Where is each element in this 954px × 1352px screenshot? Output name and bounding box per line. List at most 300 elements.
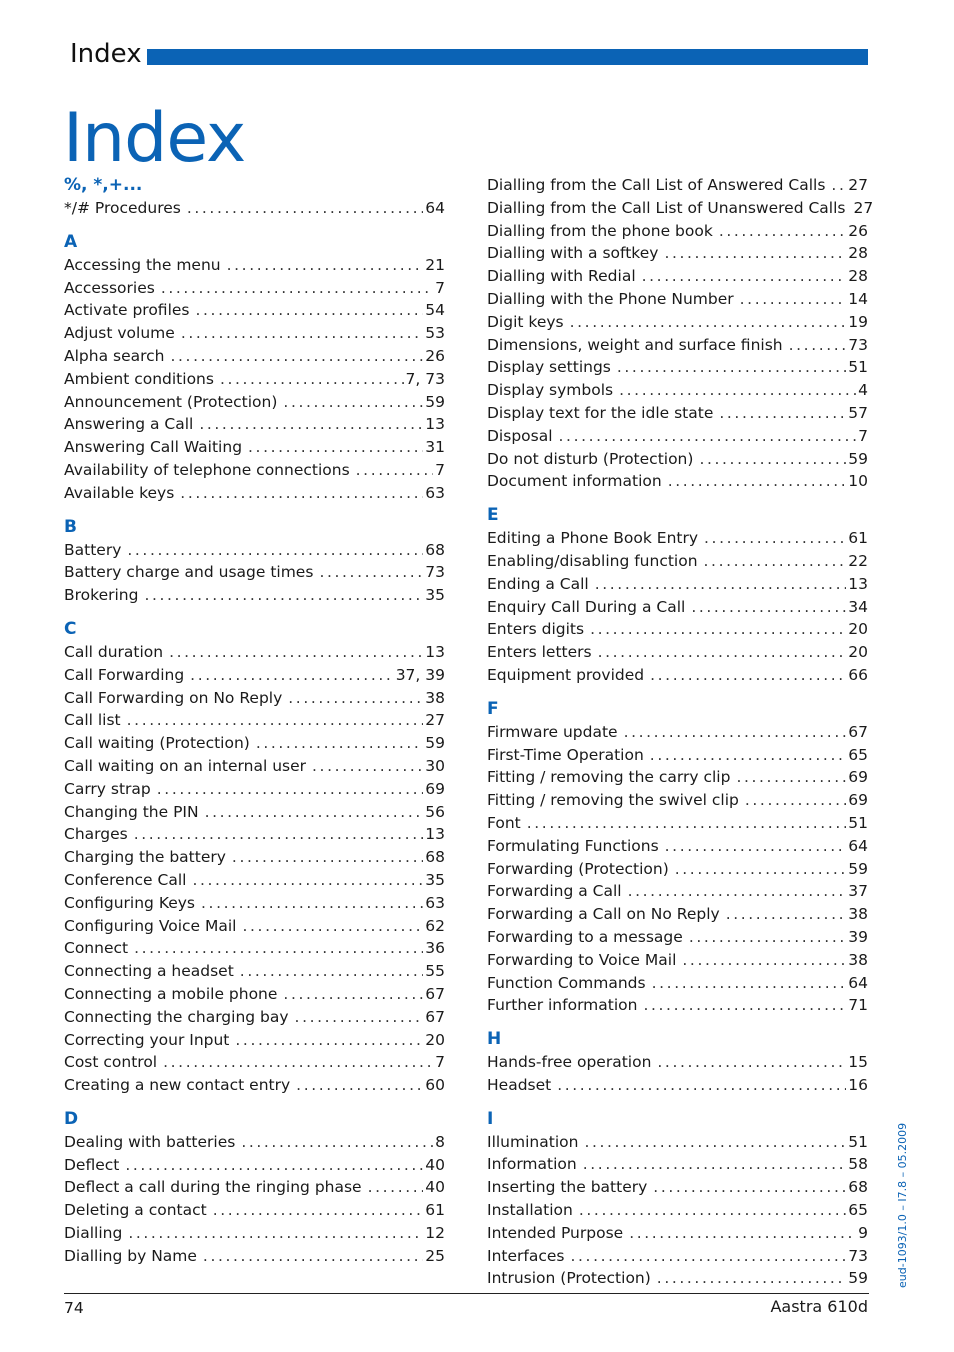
index-entry-term: Illumination bbox=[487, 1132, 579, 1151]
index-entry-page: 22 bbox=[848, 551, 868, 570]
index-entry-term: Configuring Keys bbox=[64, 893, 196, 912]
index-entry bbox=[487, 766, 868, 789]
index-entry-page: 7 bbox=[435, 460, 445, 479]
index-entry-term: Further information bbox=[487, 996, 638, 1015]
index-entry-term: Intrusion (Protection) bbox=[487, 1269, 651, 1288]
index-entry-term: Headset bbox=[487, 1075, 552, 1094]
index-entry-page: 73 bbox=[848, 1246, 868, 1265]
index-entry bbox=[487, 1153, 868, 1176]
section-spacer bbox=[64, 1097, 445, 1108]
index-entry-page: 7 bbox=[435, 1053, 445, 1072]
dot-leader bbox=[169, 641, 423, 664]
index-entry-term: Inserting the battery bbox=[487, 1178, 648, 1197]
index-entry-term: Forwarding a Call on No Reply bbox=[487, 905, 720, 924]
dot-leader bbox=[664, 242, 846, 265]
index-entry-term: Function Commands bbox=[487, 973, 646, 992]
index-entry bbox=[487, 174, 868, 197]
dot-leader bbox=[180, 482, 423, 505]
index-entry-page: 61 bbox=[425, 1201, 445, 1220]
index-entry bbox=[487, 379, 868, 402]
index-entry-page: 13 bbox=[425, 642, 445, 661]
dot-leader bbox=[570, 1245, 846, 1268]
index-entry-term: Connecting a mobile phone bbox=[64, 984, 278, 1003]
dot-leader bbox=[134, 823, 424, 846]
dot-leader bbox=[128, 1222, 423, 1245]
index-section-letter: B bbox=[64, 516, 77, 537]
index-entry-term: Battery bbox=[64, 540, 122, 559]
dot-leader bbox=[719, 402, 846, 425]
index-entry-term: Disposal bbox=[487, 426, 553, 445]
index-entry-term: Forwarding (Protection) bbox=[487, 859, 669, 878]
dot-leader bbox=[584, 1131, 846, 1154]
index-entry bbox=[64, 1222, 445, 1245]
index-entry-page: 51 bbox=[848, 358, 868, 377]
index-section-letter: F bbox=[487, 698, 499, 719]
index-entry-term: Font bbox=[487, 813, 521, 832]
dot-leader bbox=[242, 915, 423, 938]
index-entry-term: Display text for the idle state bbox=[487, 403, 714, 422]
index-entry bbox=[487, 949, 868, 972]
index-entry bbox=[487, 402, 868, 425]
dot-leader bbox=[559, 425, 857, 448]
index-entry bbox=[64, 459, 445, 482]
index-entry bbox=[64, 1074, 445, 1097]
dot-leader bbox=[617, 356, 846, 379]
index-entry-page: 71 bbox=[848, 996, 868, 1015]
index-entry bbox=[64, 584, 445, 607]
index-entry bbox=[64, 801, 445, 824]
index-entry-term: Creating a new contact entry bbox=[64, 1076, 291, 1095]
section-spacer bbox=[487, 493, 868, 504]
index-entry-page: 69 bbox=[425, 779, 445, 798]
index-entry-page: 26 bbox=[425, 346, 445, 365]
index-entry bbox=[64, 915, 445, 938]
index-entry bbox=[487, 197, 874, 220]
index-entry-page: 59 bbox=[425, 392, 445, 411]
index-entry bbox=[64, 1051, 445, 1074]
section-spacer bbox=[64, 505, 445, 516]
index-entry-term: Accessories bbox=[64, 278, 155, 297]
index-entry bbox=[64, 482, 445, 505]
index-entry-term: Interfaces bbox=[487, 1246, 565, 1265]
index-entry-term: Dialling with the Phone Number bbox=[487, 289, 734, 308]
index-entry-page: 13 bbox=[425, 825, 445, 844]
index-section-letter: %, *,+... bbox=[64, 175, 143, 195]
index-entry bbox=[64, 322, 445, 345]
index-entry-page: 62 bbox=[425, 916, 445, 935]
index-entry-term: Configuring Voice Mail bbox=[64, 916, 237, 935]
index-entry-page: 54 bbox=[425, 301, 445, 320]
index-entry-page: 35 bbox=[425, 586, 445, 605]
index-entry-page: 66 bbox=[848, 665, 868, 684]
index-section-letter: E bbox=[487, 505, 499, 526]
index-entry-term: Charges bbox=[64, 825, 128, 844]
index-entry-term: Adjust volume bbox=[64, 324, 175, 343]
index-entry bbox=[64, 391, 445, 414]
dot-leader bbox=[161, 277, 433, 300]
dot-leader bbox=[227, 254, 424, 277]
index-entry-page: 61 bbox=[848, 529, 868, 548]
index-entry-page: 13 bbox=[425, 415, 445, 434]
index-entry-page: 53 bbox=[425, 324, 445, 343]
index-entry-page: 38 bbox=[848, 905, 868, 924]
index-entry-page: 7 bbox=[858, 426, 868, 445]
index-entry-term: Ending a Call bbox=[487, 574, 589, 593]
dot-leader bbox=[745, 789, 846, 812]
dot-leader bbox=[368, 1176, 424, 1199]
index-entry-term: First-Time Operation bbox=[487, 745, 644, 764]
dot-leader bbox=[650, 744, 846, 767]
dot-leader bbox=[199, 413, 423, 436]
index-entry-page: 16 bbox=[848, 1075, 868, 1094]
index-entry-page: 8 bbox=[435, 1132, 445, 1151]
index-entry bbox=[487, 972, 868, 995]
index-entry-term: Call duration bbox=[64, 642, 164, 661]
dot-leader bbox=[704, 550, 847, 573]
dot-leader bbox=[650, 664, 846, 687]
index-entry-term: Formulating Functions bbox=[487, 836, 659, 855]
dot-leader bbox=[653, 1176, 846, 1199]
index-entry-term: Display symbols bbox=[487, 381, 614, 400]
dot-leader bbox=[595, 573, 847, 596]
dot-leader bbox=[726, 903, 847, 926]
index-entry-page: 51 bbox=[848, 813, 868, 832]
dot-leader bbox=[642, 265, 847, 288]
dot-leader bbox=[256, 732, 423, 755]
index-entry-page: 59 bbox=[848, 449, 868, 468]
index-entry-term: Dialling bbox=[64, 1224, 123, 1243]
index-entry-page: 13 bbox=[848, 574, 868, 593]
index-entry-page: 19 bbox=[848, 312, 868, 331]
dot-leader bbox=[201, 892, 423, 915]
index-entry bbox=[64, 937, 445, 960]
index-entry bbox=[64, 755, 445, 778]
index-section-letter: A bbox=[64, 231, 78, 252]
index-entry-page: 31 bbox=[425, 438, 445, 457]
index-entry bbox=[64, 436, 445, 459]
index-entry bbox=[487, 994, 868, 1017]
dot-leader bbox=[665, 835, 847, 858]
index-entry-term: */# Procedures bbox=[64, 199, 181, 217]
dot-leader bbox=[144, 584, 423, 607]
dot-leader bbox=[192, 869, 423, 892]
index-entry-page: 20 bbox=[848, 620, 868, 639]
index-entry bbox=[487, 880, 868, 903]
index-entry-page: 68 bbox=[425, 848, 445, 867]
index-entry-term: Dialling by Name bbox=[64, 1246, 197, 1265]
index-entry bbox=[487, 242, 868, 265]
dot-leader bbox=[657, 1051, 846, 1074]
index-entry-term: Cost control bbox=[64, 1053, 158, 1072]
index-entry bbox=[64, 197, 445, 220]
index-entry-term: Call list bbox=[64, 711, 121, 730]
index-entry bbox=[487, 721, 868, 744]
index-entry-page: 27 bbox=[425, 711, 445, 730]
header-accent-bar bbox=[147, 49, 868, 65]
index-entry bbox=[64, 413, 445, 436]
index-entry-page: 27 bbox=[848, 176, 868, 194]
index-entry-term: Firmware update bbox=[487, 722, 618, 741]
index-entry bbox=[64, 254, 445, 277]
index-entry bbox=[64, 345, 445, 368]
index-entry-term: Answering a Call bbox=[64, 415, 194, 434]
index-entry-term: Charging the battery bbox=[64, 848, 226, 867]
index-entry-term: Call Forwarding bbox=[64, 665, 185, 684]
product-name: Aastra 610d bbox=[770, 1297, 868, 1316]
dot-leader bbox=[283, 391, 423, 414]
index-entry bbox=[64, 1154, 445, 1177]
index-entry bbox=[487, 596, 868, 619]
index-entry-term: Fitting / removing the carry clip bbox=[487, 768, 731, 787]
index-entry-term: Call waiting (Protection) bbox=[64, 734, 250, 753]
dot-leader bbox=[719, 220, 846, 243]
dot-leader bbox=[682, 949, 846, 972]
index-entry-term: Information bbox=[487, 1155, 577, 1174]
index-entry-term: Editing a Phone Book Entry bbox=[487, 529, 699, 548]
index-entry-page: 36 bbox=[425, 939, 445, 958]
dot-leader bbox=[213, 1199, 424, 1222]
index-entry bbox=[487, 311, 868, 334]
dot-leader bbox=[579, 1199, 846, 1222]
dot-leader bbox=[557, 1074, 846, 1097]
dot-leader bbox=[691, 596, 846, 619]
index-entry-page: 56 bbox=[425, 802, 445, 821]
index-entry-term: Forwarding to Voice Mail bbox=[487, 950, 677, 969]
index-entry-term: Deflect bbox=[64, 1155, 120, 1174]
index-entry bbox=[64, 823, 445, 846]
index-entry bbox=[487, 550, 868, 573]
index-entry-term: Battery charge and usage times bbox=[64, 563, 314, 582]
index-entry bbox=[64, 664, 445, 687]
running-header-title: Index bbox=[70, 39, 142, 69]
index-entry-page: 68 bbox=[848, 1178, 868, 1197]
dot-leader bbox=[163, 1051, 433, 1074]
index-entry bbox=[64, 709, 445, 732]
index-entry bbox=[64, 892, 445, 915]
index-entry-page: 73 bbox=[848, 335, 868, 354]
index-entry bbox=[64, 1029, 445, 1052]
index-entry bbox=[64, 641, 445, 664]
index-entry bbox=[64, 1245, 445, 1268]
index-entry-page: 27 bbox=[853, 198, 874, 217]
index-entry-page: 64 bbox=[425, 199, 445, 217]
index-entry-term: Ambient conditions bbox=[64, 369, 214, 388]
index-entry-term: Forwarding to a message bbox=[487, 927, 683, 946]
index-entry-page: 26 bbox=[848, 221, 868, 240]
dot-leader bbox=[205, 801, 424, 824]
index-entry bbox=[487, 356, 868, 379]
index-entry-term: Enquiry Call During a Call bbox=[487, 597, 686, 616]
page-number: 74 bbox=[64, 1299, 84, 1317]
index-entry-page: 55 bbox=[425, 962, 445, 981]
document-code: eud-1093/1.0 – I7.8 – 05.2009 bbox=[896, 1122, 909, 1288]
index-entry-page: 67 bbox=[848, 722, 868, 741]
index-entry-page: 59 bbox=[848, 1269, 868, 1288]
dot-leader bbox=[699, 448, 846, 471]
dot-leader bbox=[652, 972, 847, 995]
index-entry bbox=[64, 687, 445, 710]
index-entry-page: 7 bbox=[435, 278, 445, 297]
index-entry bbox=[487, 664, 868, 687]
dot-leader bbox=[629, 1222, 856, 1245]
dot-leader bbox=[675, 858, 847, 881]
index-column-right bbox=[487, 174, 874, 1290]
index-entry bbox=[64, 1131, 445, 1154]
dot-leader bbox=[127, 539, 423, 562]
index-entry-page: 65 bbox=[848, 745, 868, 764]
index-entry bbox=[487, 812, 868, 835]
index-entry-term: Dealing with batteries bbox=[64, 1132, 236, 1151]
index-entry-page: 64 bbox=[848, 973, 868, 992]
index-entry bbox=[487, 744, 868, 767]
index-entry bbox=[487, 1051, 868, 1074]
index-entry-term: Enters digits bbox=[487, 620, 585, 639]
index-entry-page: 20 bbox=[848, 643, 868, 662]
dot-leader bbox=[598, 641, 847, 664]
index-entry-term: Dialling with Redial bbox=[487, 267, 636, 286]
index-entry-page: 35 bbox=[425, 870, 445, 889]
index-entry-term: Connecting the charging bay bbox=[64, 1007, 289, 1026]
index-entry-page: 40 bbox=[425, 1155, 445, 1174]
index-entry-page: 64 bbox=[848, 836, 868, 855]
index-entry-page: 38 bbox=[425, 688, 445, 707]
index-column-left bbox=[64, 174, 445, 1268]
index-entry-page: 59 bbox=[425, 734, 445, 753]
index-entry-page: 69 bbox=[848, 791, 868, 810]
index-entry-term: Hands-free operation bbox=[487, 1053, 652, 1072]
index-entry-page: 57 bbox=[848, 403, 868, 422]
index-entry-term: Deflect a call during the ringing phase bbox=[64, 1178, 362, 1197]
index-entry-page: 67 bbox=[425, 1007, 445, 1026]
dot-leader bbox=[241, 1131, 433, 1154]
dot-leader bbox=[789, 334, 847, 357]
index-entry-term: Digit keys bbox=[487, 312, 564, 331]
index-entry-page: 34 bbox=[848, 597, 868, 616]
index-entry bbox=[487, 573, 868, 596]
index-entry bbox=[487, 425, 868, 448]
index-entry bbox=[64, 778, 445, 801]
dot-leader bbox=[288, 687, 423, 710]
index-entry-term: Dimensions, weight and surface finish bbox=[487, 335, 783, 354]
index-entry-page: 37 bbox=[848, 882, 868, 901]
index-entry bbox=[487, 618, 868, 641]
index-entry-term: Connect bbox=[64, 939, 129, 958]
index-entry-page: 38 bbox=[848, 950, 868, 969]
index-entry-page: 25 bbox=[425, 1246, 445, 1265]
index-entry bbox=[487, 1267, 868, 1290]
section-spacer bbox=[487, 687, 868, 698]
index-entry bbox=[64, 561, 445, 584]
index-entry-page: 7, 73 bbox=[405, 369, 445, 388]
index-entry bbox=[64, 368, 445, 391]
dot-leader bbox=[127, 709, 424, 732]
index-entry-term: Deleting a contact bbox=[64, 1201, 207, 1220]
index-entry bbox=[64, 1199, 445, 1222]
index-entry bbox=[487, 1176, 868, 1199]
footer-divider bbox=[64, 1293, 869, 1294]
index-entry-term: Installation bbox=[487, 1201, 573, 1220]
dot-leader bbox=[736, 766, 846, 789]
dot-leader bbox=[171, 345, 424, 368]
index-entry bbox=[64, 1176, 445, 1199]
index-entry-page: 67 bbox=[425, 984, 445, 1003]
dot-leader bbox=[157, 778, 424, 801]
dot-leader bbox=[248, 436, 423, 459]
index-entry-term: Carry strap bbox=[64, 779, 151, 798]
index-entry-term: Availability of telephone connections bbox=[64, 460, 350, 479]
dot-leader bbox=[668, 470, 847, 493]
index-entry bbox=[487, 1245, 868, 1268]
index-entry bbox=[64, 299, 445, 322]
dot-leader bbox=[235, 1029, 423, 1052]
dot-leader bbox=[240, 960, 423, 983]
index-entry-term: Document information bbox=[487, 472, 662, 491]
index-entry-page: 39 bbox=[848, 927, 868, 946]
index-entry-term: Forwarding a Call bbox=[487, 882, 622, 901]
index-entry-term: Intended Purpose bbox=[487, 1223, 624, 1242]
index-entry-page: 63 bbox=[425, 483, 445, 502]
index-section-letter: C bbox=[64, 618, 77, 639]
section-spacer bbox=[64, 220, 445, 231]
dot-leader bbox=[195, 299, 423, 322]
index-entry-page: 65 bbox=[848, 1201, 868, 1220]
index-entry bbox=[487, 789, 868, 812]
page-title: Index bbox=[63, 99, 246, 178]
index-entry-page: 21 bbox=[425, 255, 445, 274]
index-entry-term: Activate profiles bbox=[64, 301, 190, 320]
index-entry bbox=[64, 539, 445, 562]
dot-leader bbox=[704, 527, 846, 550]
index-entry-page: 51 bbox=[848, 1132, 868, 1151]
index-entry-page: 60 bbox=[425, 1076, 445, 1095]
index-entry-page: 30 bbox=[425, 756, 445, 775]
index-entry-page: 59 bbox=[848, 859, 868, 878]
index-entry bbox=[64, 732, 445, 755]
index-entry-term: Correcting your Input bbox=[64, 1030, 230, 1049]
index-section-letter: H bbox=[487, 1029, 502, 1050]
index-entry bbox=[487, 835, 868, 858]
index-entry-term: Conference Call bbox=[64, 870, 187, 889]
dot-leader bbox=[283, 983, 423, 1006]
index-entry-page: 69 bbox=[848, 768, 868, 787]
index-entry-page: 20 bbox=[425, 1030, 445, 1049]
index-entry-term: Available keys bbox=[64, 483, 175, 502]
dot-leader bbox=[232, 846, 423, 869]
index-entry-term: Alpha search bbox=[64, 346, 165, 365]
index-entry-page: 63 bbox=[425, 893, 445, 912]
section-spacer bbox=[64, 607, 445, 618]
dot-leader bbox=[619, 379, 856, 402]
dot-leader bbox=[312, 755, 423, 778]
index-entry bbox=[64, 983, 445, 1006]
index-entry-term: Changing the PIN bbox=[64, 802, 199, 821]
index-entry bbox=[64, 277, 445, 300]
index-entry-page: 40 bbox=[425, 1178, 445, 1197]
index-entry bbox=[487, 903, 868, 926]
dot-leader bbox=[590, 618, 846, 641]
index-entry bbox=[487, 265, 868, 288]
index-entry bbox=[487, 1131, 868, 1154]
dot-leader bbox=[181, 322, 423, 345]
index-entry bbox=[487, 334, 868, 357]
index-entry-term: Connecting a headset bbox=[64, 962, 234, 981]
dot-leader bbox=[220, 368, 404, 391]
index-entry-page: 14 bbox=[848, 289, 868, 308]
index-entry-page: 10 bbox=[848, 472, 868, 491]
index-entry-page: 73 bbox=[425, 563, 445, 582]
dot-leader bbox=[570, 311, 847, 334]
dot-leader bbox=[624, 721, 847, 744]
